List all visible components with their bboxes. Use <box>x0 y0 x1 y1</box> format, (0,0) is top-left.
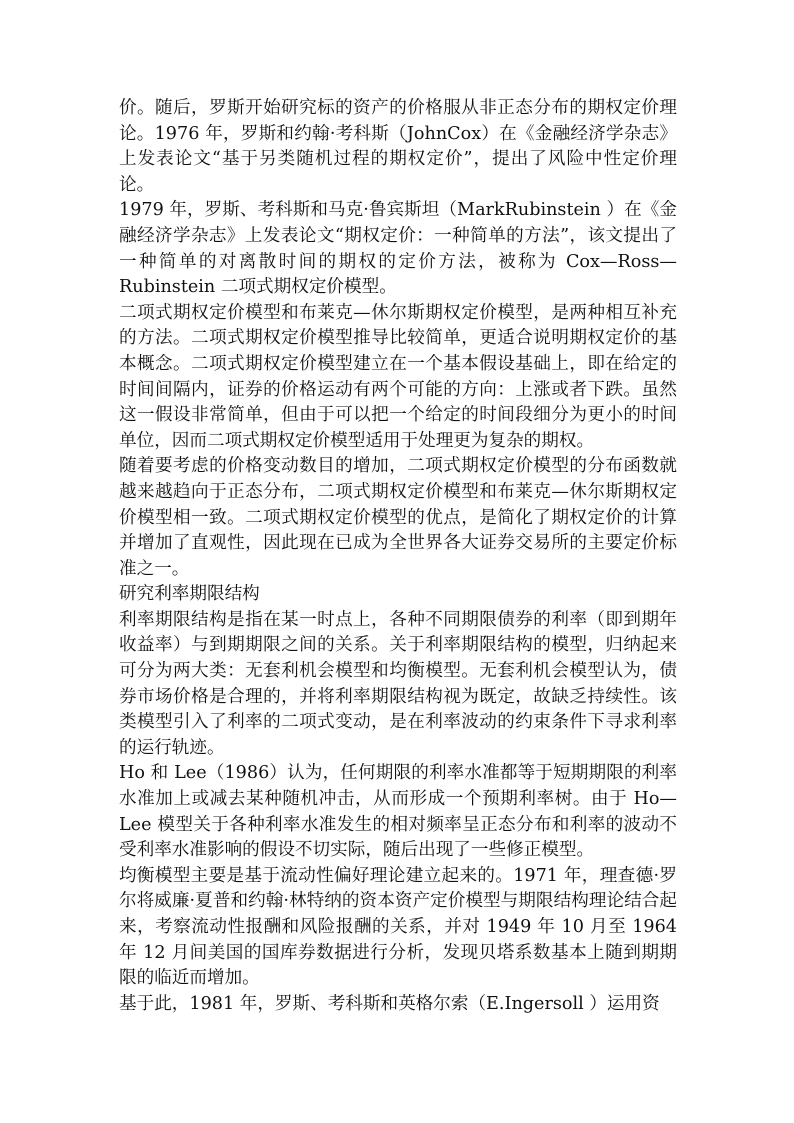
paragraph-ho-lee-model: Ho 和 Lee（1986）认为，任何期限的利率水准都等于短期期限的利率水准加上或减去某种随机冲击，从而形成一个预期利率树。由于 Ho—Lee 模型关于各种利率水准发生的相对频率呈正态分布和利率的波动不受利率水准影响的假设不切实际，随后出现了一些修正模型。 <box>119 763 677 861</box>
paragraph-equilibrium-model: 均衡模型主要是基于流动性偏好理论建立起来的。1971 年，理查德·罗尔将威廉·夏普和约翰·林特纳的资本资产定价模型与期限结构理论结合起来，考察流动性报酬和风险报酬的关系，并对 1949 年 10 月至 1964 年 12 月间美国的国库券数据进行分析，发现贝塔系数基本上随到期期限的临近而增加。 <box>119 865 677 989</box>
document-body <box>119 96 677 1017</box>
paragraph-cir-intro: 基于此，1981 年，罗斯、考科斯和英格尔索（E.Ingersoll ）运用资 <box>119 993 660 1014</box>
paragraph-binomial-advantages: 随着要考虑的价格变动数目的增加，二项式期权定价模型的分布函数就越来越趋向于正态分布，二项式期权定价模型和布莱克—休尔斯期权定价模型相一致。二项式期权定价模型的优点，是简化了期权定价的计算并增加了直观性，因此现在已成为全世界各大证券交易所的主要定价标准之一。 <box>119 456 677 579</box>
paragraph-binomial-vs-black-scholes: 二项式期权定价模型和布莱克—休尔斯期权定价模型，是两种相互补充的方法。二项式期权定价模型推导比较简单，更适合说明期权定价的基本概念。二项式期权定价模型建立在一个基本假设基础上，即在给定的时间间隔内，证券的价格运动有两个可能的方向：上涨或者下跌。虽然这一假设非常简单，但由于可以把一个给定的时间段细分为更小的时间单位，因而二项式期权定价模型适用于处理更为复杂的期权。 <box>119 302 677 451</box>
paragraph-crr-model: 1979 年，罗斯、考科斯和马克·鲁宾斯坦（MarkRubinstein ）在《金融经济学杂志》上发表论文“期权定价：一种简单的方法”，该文提出了一种简单的对离散时间的期权的定价方法，被称为 Cox—Ross—Rubinstein 二项式期权定价模型。 <box>119 200 677 298</box>
paragraph-term-structure-definition: 利率期限结构是指在某一时点上，各种不同期限债券的利率（即到期年收益率）与到期期限之间的关系。关于利率期限结构的模型，归纳起来可分为两大类：无套利机会模型和均衡模型。无套利机会模型认为，债券市场价格是合理的，并将利率期限结构视为既定，故缺乏持续性。该类模型引入了利率的二项式变动，是在利率波动的约束条件下寻求利率的运行轨迹。 <box>119 609 677 758</box>
paragraph-option-pricing-history: 价。随后，罗斯开始研究标的资产的价格服从非正态分布的期权定价理论。1976 年，罗斯和约翰·考科斯（JohnCox）在《金融经济学杂志》上发表论文“基于另类随机过程的期权定价”，提出了风险中性定价理论。 <box>119 98 677 195</box>
section-heading-term-structure: 研究利率期限结构 <box>119 584 260 605</box>
